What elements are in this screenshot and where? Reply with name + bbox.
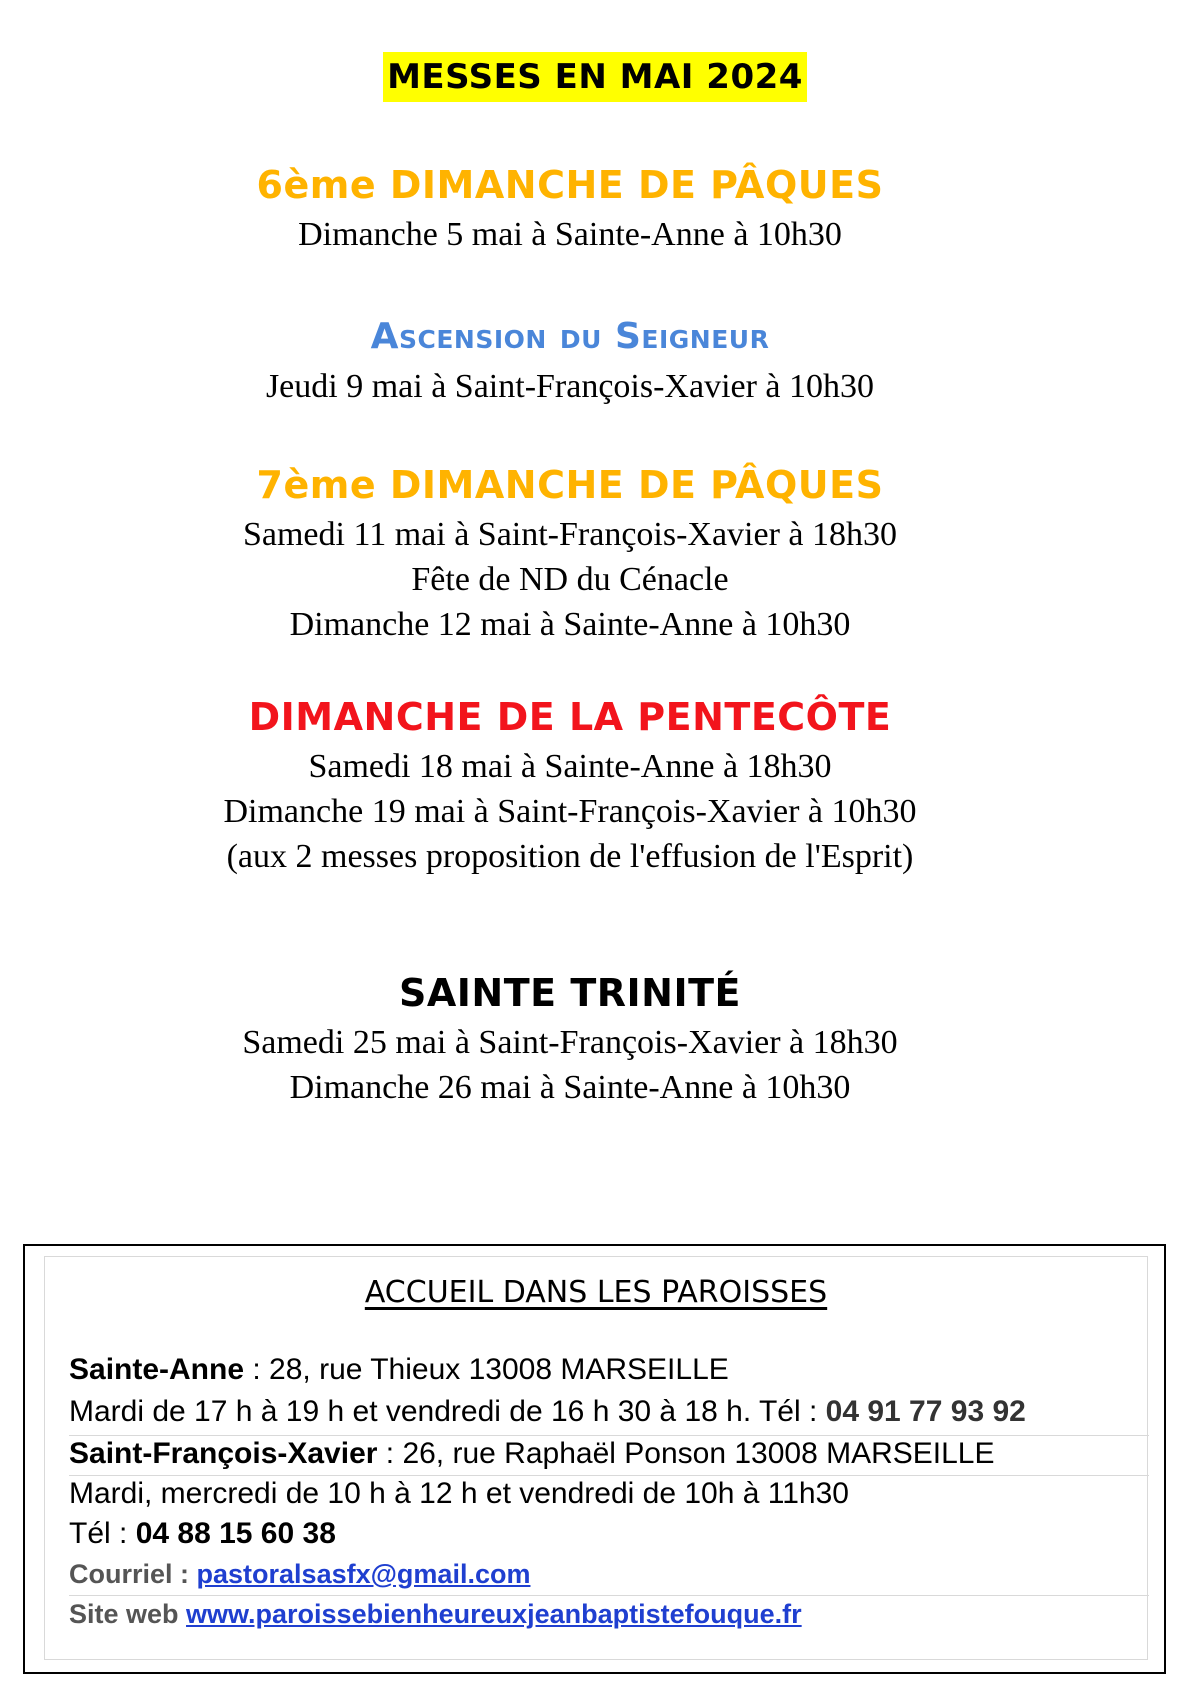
sfx-phone: 04 88 15 60 38 bbox=[135, 1517, 336, 1550]
sfx-phone-line bbox=[69, 1513, 336, 1555]
section-heading: SAINTE TRINITÉ bbox=[399, 971, 741, 1015]
mass-line: Jeudi 9 mai à Saint-François-Xavier à 10h30 bbox=[265, 368, 875, 405]
mass-line: Fête de ND du Cénacle bbox=[411, 561, 729, 598]
web-link[interactable]: www.paroissebienheureuxjeanbaptistefouque.fr bbox=[186, 1599, 802, 1629]
section-pentecote bbox=[0, 690, 1140, 879]
mass-line: Dimanche 26 mai à Sainte-Anne à 10h30 bbox=[289, 1069, 851, 1106]
mass-line: Dimanche 5 mai à Sainte-Anne à 10h30 bbox=[298, 216, 842, 253]
sfx-phone-label: Tél : bbox=[69, 1517, 136, 1550]
mass-line: Dimanche 12 mai à Sainte-Anne à 10h30 bbox=[289, 606, 851, 643]
section-heading: 6ème DIMANCHE DE PÂQUES bbox=[256, 163, 884, 207]
section-ascension bbox=[0, 310, 1140, 409]
mass-line: Dimanche 19 mai à Saint-François-Xavier à 10h30 bbox=[223, 793, 917, 830]
sfx-hours: Mardi, mercredi de 10 h à 12 h et vendredi de 10h à 11h30 bbox=[69, 1477, 849, 1510]
web-line bbox=[69, 1593, 802, 1635]
page-title-wrap bbox=[0, 52, 1190, 102]
section-heading: 7ème DIMANCHE DE PÂQUES bbox=[256, 463, 884, 507]
mass-line: Samedi 18 mai à Sainte-Anne à 18h30 bbox=[308, 748, 832, 785]
mass-line: Samedi 11 mai à Saint-François-Xavier à 18h30 bbox=[242, 516, 898, 553]
page-title: MESSES EN MAI 2024 bbox=[383, 52, 807, 102]
sainte-anne-name: Sainte-Anne bbox=[69, 1353, 245, 1386]
accueil-box bbox=[23, 1244, 1166, 1674]
sainte-anne-phone: 04 91 77 93 92 bbox=[825, 1395, 1026, 1428]
section-sainte-trinite bbox=[0, 966, 1140, 1110]
section-6eme-dimanche bbox=[0, 158, 1140, 257]
sfx-address: : 26, rue Raphaël Ponson 13008 MARSEILLE bbox=[377, 1437, 995, 1470]
sainte-anne-address-line bbox=[69, 1349, 729, 1391]
email-link[interactable]: pastoralsasfx@gmail.com bbox=[196, 1559, 531, 1589]
sfx-address-line bbox=[69, 1433, 995, 1475]
accueil-inner bbox=[44, 1256, 1148, 1660]
sainte-anne-hours-line bbox=[69, 1391, 1026, 1433]
sainte-anne-hours: Mardi de 17 h à 19 h et vendredi de 16 h 30 à 18 h. Tél : bbox=[69, 1395, 826, 1428]
mass-line: (aux 2 messes proposition de l'effusion de l'Esprit) bbox=[226, 838, 914, 875]
sfx-hours-line bbox=[69, 1473, 849, 1515]
mass-line: Samedi 25 mai à Saint-François-Xavier à 18h30 bbox=[242, 1024, 898, 1061]
section-heading: DIMANCHE DE LA PENTECÔTE bbox=[248, 695, 892, 739]
section-7eme-dimanche bbox=[0, 458, 1140, 647]
web-label: Site web bbox=[69, 1599, 187, 1629]
email-label: Courriel : bbox=[69, 1559, 197, 1589]
email-line bbox=[69, 1553, 530, 1595]
sfx-name: Saint-François-Xavier bbox=[69, 1437, 378, 1470]
accueil-title: ACCUEIL DANS LES PAROISSES bbox=[364, 1275, 828, 1310]
sainte-anne-address: : 28, rue Thieux 13008 MARSEILLE bbox=[244, 1353, 729, 1386]
section-heading: Ascension du Seigneur bbox=[370, 316, 770, 357]
